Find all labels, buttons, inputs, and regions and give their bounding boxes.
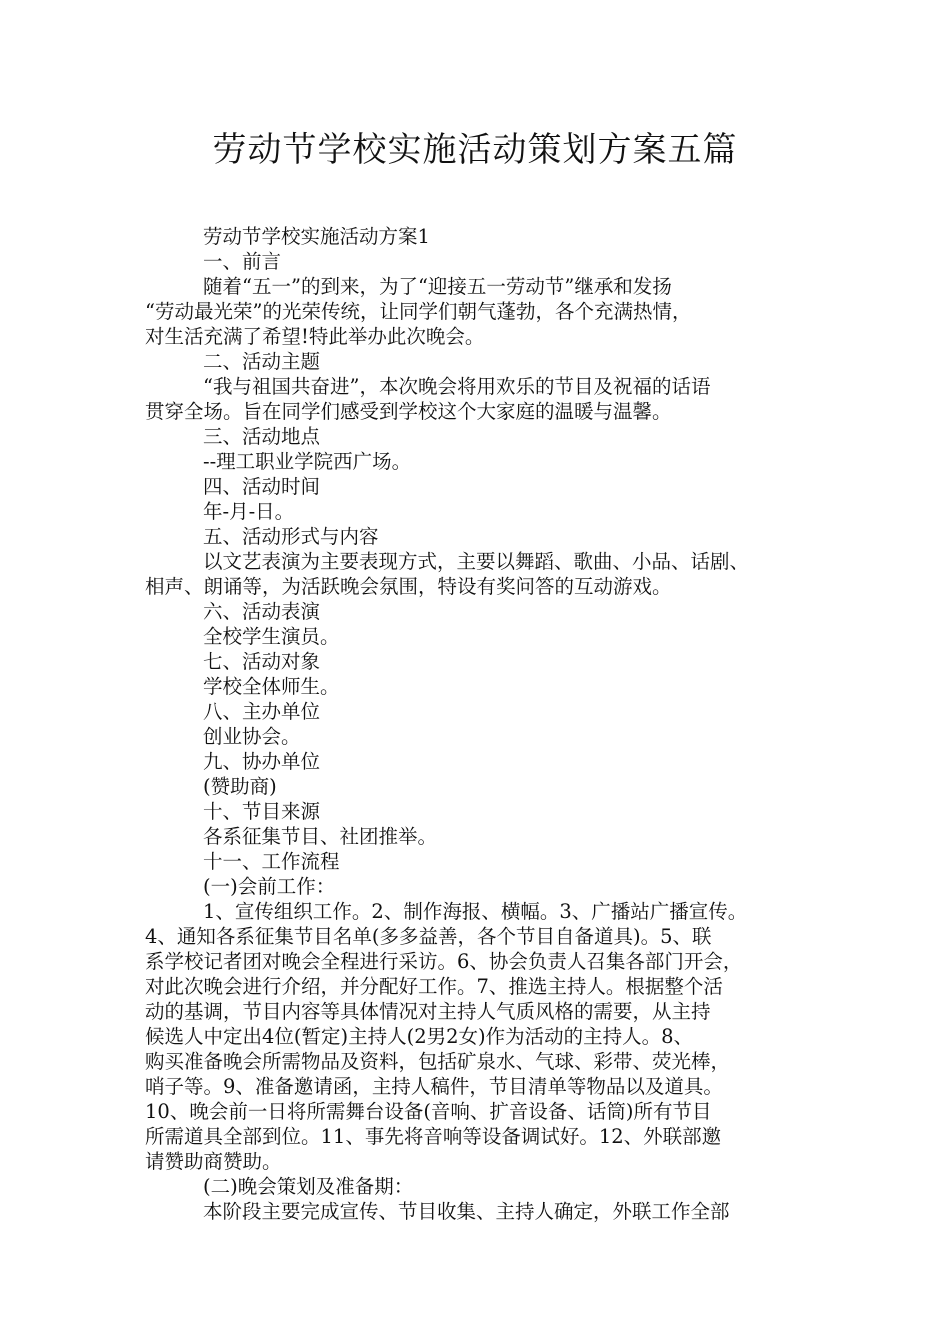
section-heading: 五、活动形式与内容	[203, 525, 379, 548]
paragraph-line: 所需道具全部到位。11、事先将音响等设备调试好。12、外联部邀	[145, 1125, 722, 1148]
paragraph-line: 全校学生演员。	[203, 625, 340, 648]
subsection-heading: (一)会前工作：	[203, 875, 336, 898]
section-heading: 三、活动地点	[203, 425, 321, 448]
section-heading: 九、协办单位	[203, 750, 321, 773]
paragraph-line: 年-月-日。	[203, 500, 295, 523]
paragraph-line: 10、晚会前一日将所需舞台设备(音响、扩音设备、话筒)所有节目	[145, 1100, 712, 1123]
paragraph-line: 对此次晚会进行介绍，并分配好工作。7、推选主持人。根据整个活	[145, 975, 723, 998]
paragraph-line: 候选人中定出4位(暂定)主持人(2男2女)作为活动的主持人。8、	[145, 1025, 694, 1048]
paragraph-line: 创业协会。	[203, 725, 301, 748]
paragraph-line: 动的基调，节目内容等具体情况对主持人气质风格的需要，从主持	[145, 1000, 711, 1023]
document-body	[145, 224, 825, 1224]
paragraph-line: 请赞助商赞助。	[145, 1150, 282, 1173]
paragraph-line: --理工职业学院西广场。	[203, 450, 412, 473]
section-heading: 七、活动对象	[203, 650, 321, 673]
paragraph-line: 以文艺表演为主要表现方式，主要以舞蹈、歌曲、小品、话剧、	[203, 550, 750, 573]
paragraph-line: 系学校记者团对晚会全程进行采访。6、协会负责人召集各部门开会，	[145, 950, 743, 973]
subsection-heading: (二)晚会策划及准备期：	[203, 1175, 414, 1198]
paragraph-line: 4、通知各系征集节目名单(多多益善，各个节目自备道具)。5、联	[145, 925, 712, 948]
paragraph-line: 1、宣传组织工作。2、制作海报、横幅。3、广播站广播宣传。	[203, 900, 748, 923]
section-heading: 十、节目来源	[203, 800, 321, 823]
paragraph-line: 购买准备晚会所需物品及资料，包括矿泉水、气球、彩带、荧光棒，	[145, 1050, 731, 1073]
section-heading: 一、前言	[203, 250, 282, 273]
paragraph-line: 对生活充满了希望!特此举办此次晚会。	[145, 325, 485, 348]
section-heading: 十一、工作流程	[203, 850, 340, 873]
paragraph-line: 哨子等。9、准备邀请函，主持人稿件，节目清单等物品以及道具。	[145, 1075, 723, 1098]
paragraph-line: (赞助商)	[203, 775, 277, 798]
section-heading: 四、活动时间	[203, 475, 321, 498]
paragraph-line: 本阶段主要完成宣传、节目收集、主持人确定，外联工作全部	[203, 1200, 730, 1223]
section-heading: 劳动节学校实施活动方案1	[203, 225, 430, 248]
section-heading: 六、活动表演	[203, 600, 321, 623]
paragraph-line: 贯穿全场。旨在同学们感受到学校这个大家庭的温暖与温馨。	[145, 400, 672, 423]
paragraph-line: 相声、朗诵等，为活跃晚会氛围，特设有奖问答的互动游戏。	[145, 575, 672, 598]
paragraph-line: “我与祖国共奋进”，本次晚会将用欢乐的节目及祝福的话语	[203, 375, 711, 398]
paragraph-line: 学校全体师生。	[203, 675, 340, 698]
section-heading: 八、主办单位	[203, 700, 321, 723]
document-title: 劳动节学校实施活动策划方案五篇	[212, 130, 738, 170]
paragraph-line: 随着“五一”的到来，为了“迎接五一劳动节”继承和发扬	[203, 275, 672, 298]
section-heading: 二、活动主题	[203, 350, 321, 373]
paragraph-line: 各系征集节目、社团推举。	[203, 825, 438, 848]
paragraph-line: “劳动最光荣”的光荣传统，让同学们朝气蓬勃，各个充满热情，	[145, 300, 692, 323]
